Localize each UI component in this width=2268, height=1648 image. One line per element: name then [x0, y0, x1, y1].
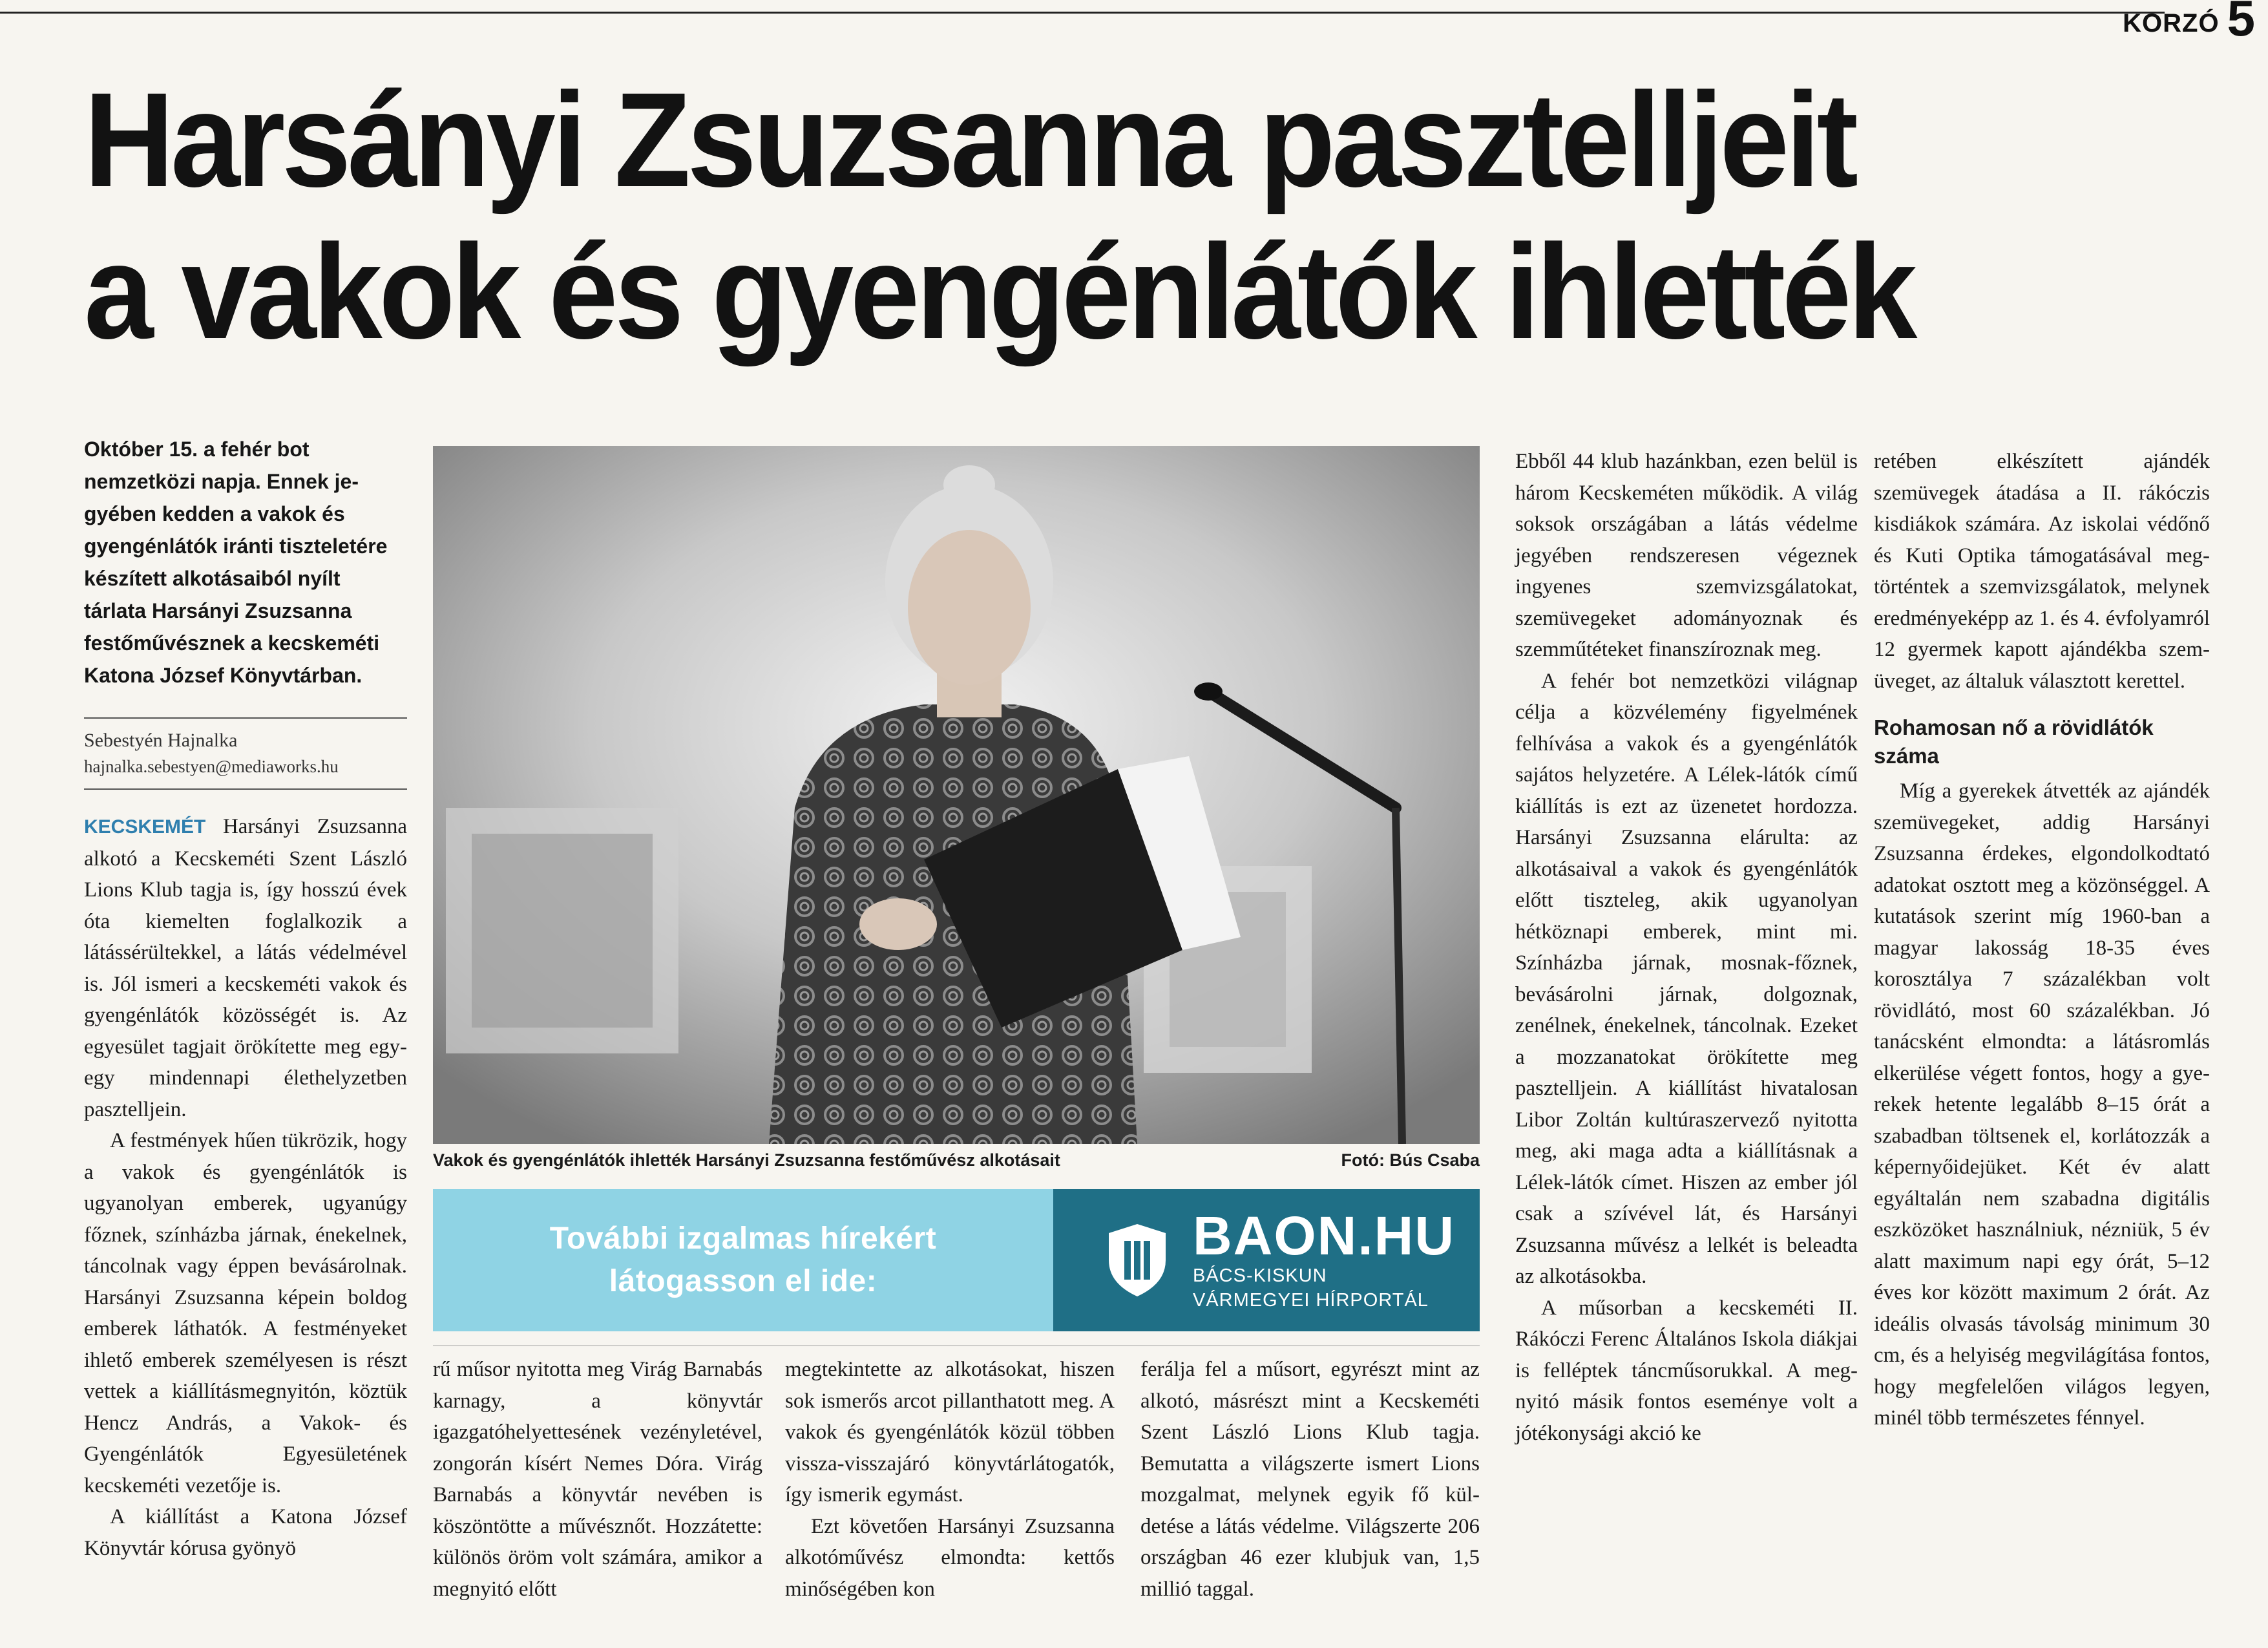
photo-caption: Vakok és gyengénlátók ihlették Harsányi Zsuzsanna festőművész alkotásait: [433, 1150, 1060, 1170]
subheading: Rohamosan nő a rövidlátók száma: [1874, 715, 2154, 768]
article-column-2: [433, 1354, 762, 1605]
header-rule: [0, 12, 2165, 14]
byline-rule: [84, 717, 407, 719]
photo-credit: Fotó: Bús Csaba: [1341, 1150, 1480, 1170]
ad-brand-text: [1193, 1205, 1455, 1313]
article-column-3: [785, 1354, 1115, 1605]
paragraph-col6-1: retében elkészített ajándék szemüvegek átadása a II. rákóczis kisdiákok számára. Az iskolai védőnő és Kuti Optika támogatásával megtörténtek a szemvizsgálatok, melynek eredményeképp az 1. és 4. évfolyamról 12 gyermek kapott ajándékba szemüveget, az általuk választott kerettel.: [1874, 450, 2210, 693]
paragraph-col5-1: Ebből 44 klub hazánkban, ezen belül is három Kecskeméten működik. A világ soksok országában a látás védelme jegyében rendszeresen végeznek ingyenes szemvizsgálatokat, szemüvegeket adományoznak és szemműtéteket finanszíroznak meg.: [1515, 450, 1858, 661]
article-column-1: [84, 811, 407, 1564]
author-name: Sebestyén Hajnalka: [84, 730, 238, 751]
byline-rule-bottom: [84, 788, 407, 790]
article-lead: Október 15. a fehér bot nemzetközi napja. Ennek jegyében kedden a vakok és gyengénlátók iránti tiszteletére készített alkotásaiból nyílt tárlata Harsányi Zsuzsanna festőművésznek a kecskeméti Katona József Könyvtárban.: [84, 438, 388, 687]
ad-brand-name: BAON.HU: [1193, 1205, 1455, 1266]
baon-ad-banner[interactable]: [433, 1189, 1480, 1331]
paragraph-col2: rű műsor nyitotta meg Virág Barnabás karnagy, a könyvtár igazgatóhelyettesének vezényletével, zongorán kísért Nemes Dóra. Virág Barnabás a könyvtár nevében is köszöntötte a művésznőt. Hozzátette: különös öröm volt számára, amikor a megnyitó előtt: [433, 1358, 762, 1601]
headline-line-2: a vakok és gyengénlátók ihlették: [84, 217, 1914, 367]
article-column-5: [1515, 446, 1858, 1449]
paragraph-col5-2: A fehér bot nemzetközi világnap célja a közvélemény figyelmének felhívása a vakok és a gyengénlátók sajátos helyzetére. A Lélek-látók című kiállítás is ezt az üzenetet hordozza. Harsányi Zsuzsanna elárulta: az alkotásaival a vakok és gyengénlátók előtt tiszteleg, akik ugyanolyan hétköznapi emberek, mint mi. Színházba járnak, mosnak-főznek, bevásárolni járnak, dolgoznak, zenélnek, énekelnek, táncolnak. Ezeket a mozzanatokat örökítette meg pasztelljein. A kiállítást hivatalosan Libor Zoltán kultúraszervező nyitotta meg, aki maga adta a kiállításnak a Lélek-látók címet. Hiszen az ember jól csak a szívével lát, és Harsányi Zsuzsanna művész a lelkét is beleadta az alkotásokba.: [1515, 669, 1858, 1288]
paragraph-col5-3: A műsorban a kecskeméti II. Rákóczi Ferenc Általános Iskola diákjai is felléptek táncműsorukkal. A megnyitó másik fontos eseménye volt a jótékonysági akció ke: [1515, 1296, 1858, 1445]
article-column-6: [1874, 446, 2210, 1434]
paragraph-1: KECSKEMÉT Harsányi Zsuzsanna alkotó a Kecskeméti Szent László Lions Klub tagja is, így hosszú évek óta kiemelten foglalkozik a látássérültekkel, a látás védelmével is. Jól ismeri a kecskeméti vakok és gyengénlátók közösségét is. Az egyesület tagjait örökítette meg egy-egy mindennapi élethelyzetben pasztelljein.: [84, 815, 407, 1121]
article-column-4: [1140, 1354, 1480, 1605]
headline-line-1: Harsányi Zsuzsanna pasztelljeit: [84, 65, 1855, 215]
ad-line-1: További izgalmas hírekért: [549, 1221, 937, 1256]
ad-brand-sub-2: VÁRMEGYEI HÍRPORTÁL: [1193, 1290, 1429, 1311]
ad-message: [433, 1189, 1053, 1331]
page-number: 5: [2227, 0, 2255, 47]
author-email[interactable]: hajnalka.sebestyen@mediaworks.hu: [84, 757, 339, 776]
section-name: KORZÓ: [2123, 9, 2220, 37]
ad-brand-block[interactable]: [1053, 1189, 1480, 1331]
ad-brand-sub-1: BÁCS-KISKUN: [1193, 1265, 1327, 1286]
article-photo: [433, 446, 1480, 1144]
shield-logo-icon: [1105, 1221, 1170, 1299]
ad-line-2: látogasson el ide:: [609, 1264, 877, 1298]
paragraph-3: A kiállítást a Katona József Könyvtár kórusa gyönyö: [84, 1505, 407, 1560]
headline: [84, 65, 2049, 368]
paragraph-col3-2: Ezt követően Harsányi Zsuzsanna alkotóművész elmondta: kettős minőségében kon: [785, 1514, 1115, 1601]
paragraph-2: A festmények hűen tükrözik, hogy a vakok és gyengénlátók is ugyanolyan emberek, ugyanúgy főznek, színházba járnak, énekelnek, táncolnak vagy éppen bevásárolnak. Harsányi Zsuzsanna képein boldog emberek láthatók. A festményeket ihlető emberek személyesen is részt vettek a kiállításmegnyitón, köztük Hencz András, a Vakok- és Gyengénlátók Egyesületének kecskeméti vezetője is.: [84, 1129, 407, 1497]
dateline-place: KECSKEMÉT: [84, 816, 206, 838]
page-header: [2123, 0, 2255, 47]
photo-illustration: [433, 446, 1480, 1144]
byline: [84, 717, 407, 790]
paragraph-col4: ferálja fel a műsort, egyrészt mint az alkotó, másrészt mint a Kecskeméti Szent László Lions Klub tagja. Bemutatta a világszerte ismert Lions mozgalmat, melynek egyik fő küldetése a látás védelme. Világszerte 206 országban 46 ezer klubjuk van, 1,5 millió taggal.: [1140, 1358, 1480, 1601]
paragraph-col3: megtekintette az alkotásokat, hiszen sok ismerős arcot pillanthatott meg. A vakok és gyengénlátók közül többen vissza-visszajáró könyvtárlátogatók, így ismerik egymást.: [785, 1358, 1115, 1506]
paragraph-col6-2: Míg a gyerekek átvették az ajándék szemüvegeket, addig Harsányi Zsuzsanna érdekes, elgondolkodtató adatokat osztott meg a közönséggel. A kutatások szerint míg 1960-ban a magyar lakosság 18-35 éves korosztálya 7 százalékban volt rövidlátó, most 60 százalékban. Jó tanácsként elmondta: a látásromlás elkerülése végett fontos, hogy a gyerekek hetente legalább 8–15 órát a szabadban töltsenek el, korlátozzák a képernyőidejüket. Két év alatt egyáltalán nem szabadna digitális eszközöket használniuk, nézniük, 5 év alatt maximum napi egy órát, 5–12 éves kor között maximum 2 órát. Az ideális olvasás távolság minimum 30 cm, és a helyiség megvilágítása fontos, hogy megfelelően világos legyen, minél több természetes fénnyel.: [1874, 779, 2210, 1430]
photo-caption-row: [433, 1150, 1480, 1170]
